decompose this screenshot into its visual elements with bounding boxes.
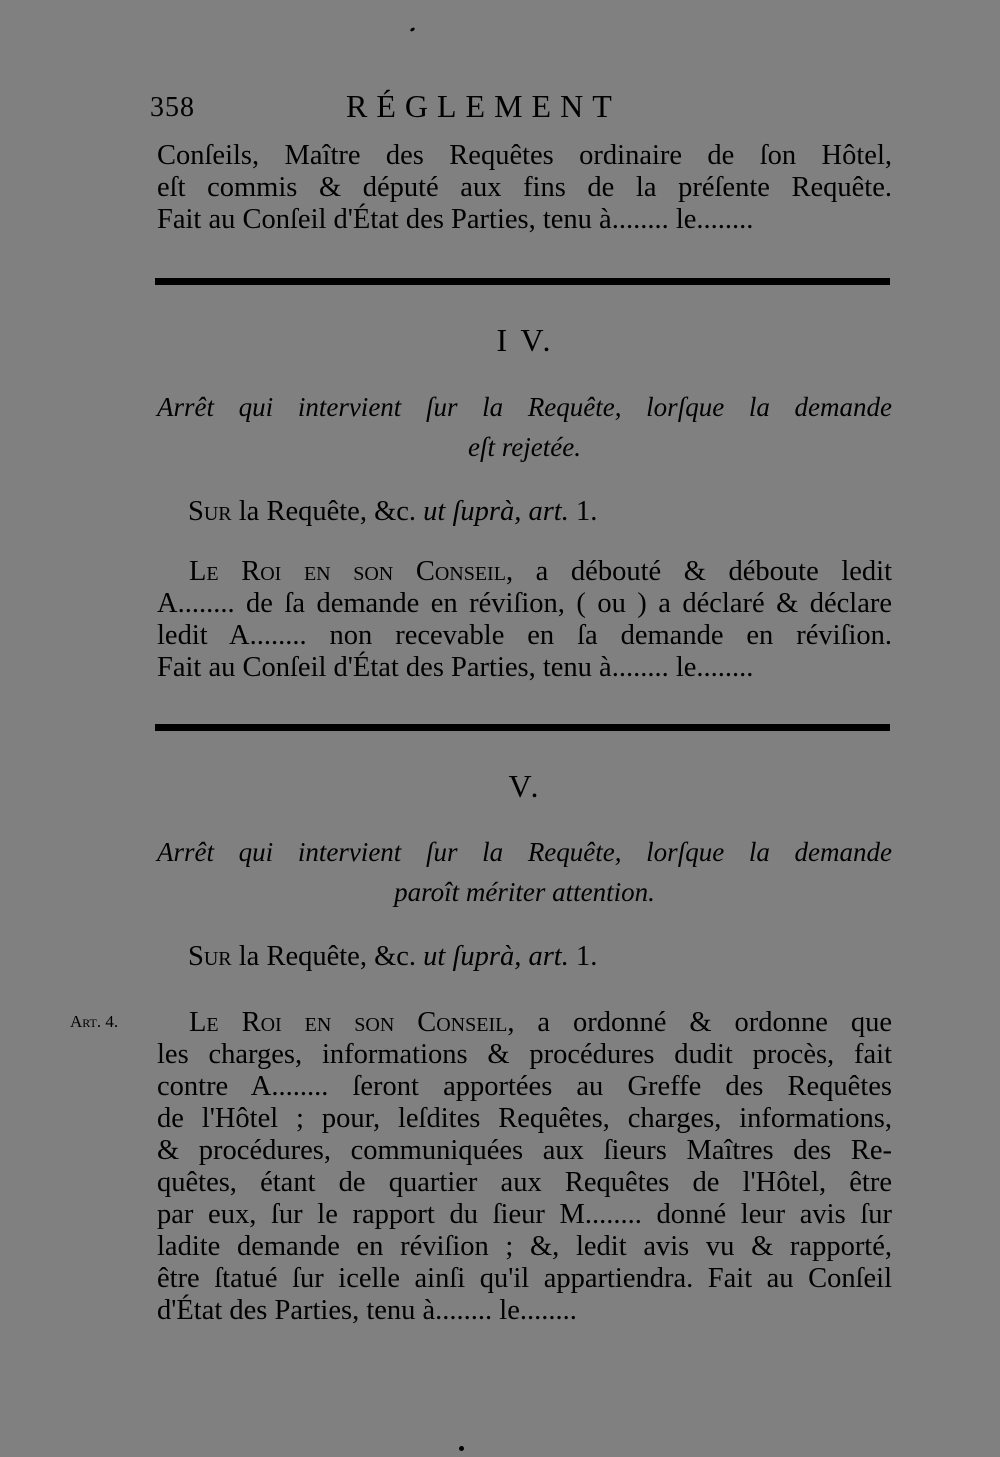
heading-line: eſt rejetée. — [468, 432, 581, 462]
section-iv-reference — [188, 496, 597, 528]
lead-word: Sur — [188, 941, 232, 972]
line-rest: , a débouté & déboute ledit — [505, 556, 892, 587]
heading-line: Arrêt qui intervient ſur la Requête, lorſque la demande — [157, 837, 892, 867]
text-line: quêtes, étant de quartier aux Requêtes de l'Hôtel, être — [157, 1167, 892, 1198]
text-line: A........ de ſa demande en réviſion, ( ou ) a déclaré & déclare — [157, 588, 892, 619]
text-line: être ſtatué ſur icelle ainſi qu'il appartiendra. Fait au Conſeil — [157, 1263, 892, 1294]
section-iv-body — [157, 556, 892, 684]
text-line: par eux, ſur le rapport du ſieur M........ donné leur avis ſur — [157, 1199, 892, 1230]
reference-text: la Requête, &c. — [231, 496, 424, 527]
text-line: eſt commis & député aux fins de la préſente Requête. — [157, 172, 892, 203]
section-divider — [155, 278, 890, 285]
text-line — [157, 1007, 892, 1039]
ink-speck — [459, 1446, 464, 1451]
section-v-reference — [188, 941, 597, 973]
line-rest: , a ordonné & ordonne que — [507, 1007, 892, 1038]
reference-text: la Requête, &c. — [231, 941, 424, 972]
text-line: ledit A........ non recevable en ſa demande en réviſion. — [157, 620, 892, 651]
running-head: RÉGLEMENT — [346, 88, 621, 124]
reference-citation: ut ſuprà, art. — [423, 496, 569, 527]
text-line: & procédures, communiquées aux ſieurs Maîtres des Re- — [157, 1135, 892, 1166]
page-number: 358 — [150, 92, 195, 123]
lead-phrase: Le Roi en son Conseil — [189, 1007, 508, 1038]
section-v-heading — [157, 832, 892, 912]
text-line: Fait au Conſeil d'État des Parties, tenu à........ le........ — [157, 652, 754, 683]
text-line: Fait au Conſeil d'État des Parties, tenu à........ le........ — [157, 204, 754, 235]
text-line: Conſeils, Maître des Requêtes ordinaire de ſon Hôtel, — [157, 140, 892, 171]
section-iv-heading — [157, 387, 892, 467]
margin-note: Art. 4. — [70, 1012, 119, 1031]
heading-line: Arrêt qui intervient ſur la Requête, lorſque la demande — [157, 392, 892, 422]
ink-speck — [410, 27, 416, 32]
section-divider — [155, 724, 890, 731]
text-line: les charges, informations & procédures dudit procès, fait — [157, 1039, 892, 1070]
text-line — [157, 556, 892, 588]
lead-word: Sur — [188, 496, 232, 527]
text-line: contre A........ ſeront apportées au Greffe des Requêtes — [157, 1071, 892, 1102]
reference-number: 1. — [568, 941, 598, 972]
lead-phrase: Le Roi en son Conseil — [189, 556, 506, 587]
section-iv-number: I V. — [496, 322, 554, 358]
reference-citation: ut ſuprà, art. — [423, 941, 569, 972]
text-line: d'État des Parties, tenu à........ le........ — [157, 1295, 577, 1326]
text-line: de l'Hôtel ; pour, leſdites Requêtes, charges, informations, — [157, 1103, 892, 1134]
continuation-paragraph — [157, 140, 892, 236]
reference-number: 1. — [568, 496, 598, 527]
section-v-number: V. — [508, 768, 542, 804]
section-v-body — [157, 1007, 892, 1327]
heading-line: paroît mériter attention. — [394, 877, 655, 907]
text-line: ladite demande en réviſion ; &, ledit avis vu & rapporté, — [157, 1231, 892, 1262]
